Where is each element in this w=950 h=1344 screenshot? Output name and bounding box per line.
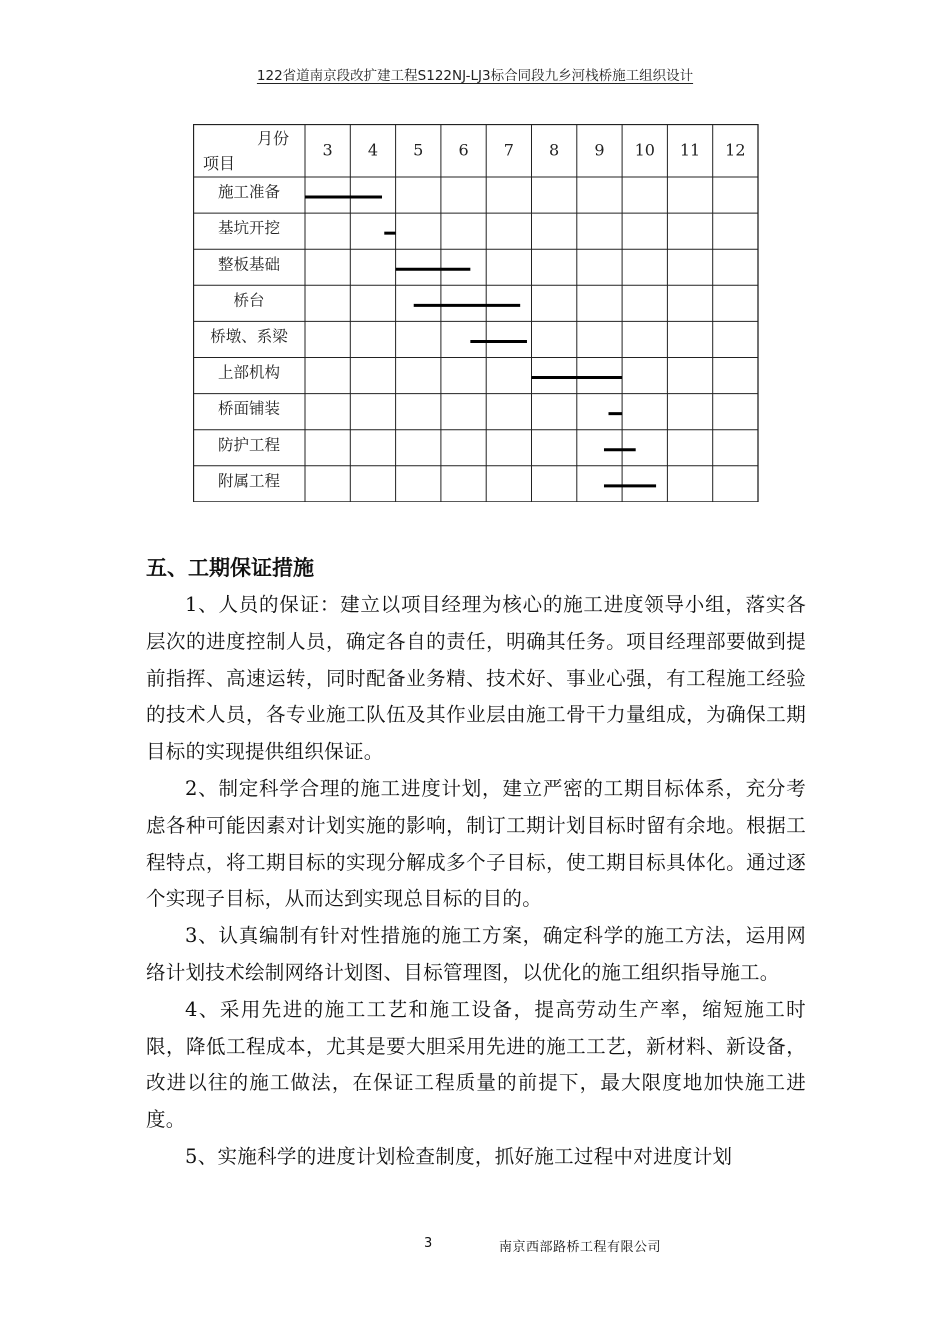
- paragraph-2: 2、制定科学合理的施工进度计划，建立严密的工期目标体系，充分考虑各种可能因素对计划实施的影响，制订工期计划目标时留有余地。根据工程特点，将工期目标的实现分解成多个子目标，使工期目标具体化。通过逐个实现子目标，从而达到实现总目标的目的。: [146, 776, 806, 911]
- month-label: 7: [503, 140, 514, 160]
- task-label: 上部机构: [217, 363, 281, 382]
- task-label: 整板基础: [217, 255, 281, 274]
- paragraph-3: 3、认真编制有针对性措施的施工方案，确定科学的施工方法，运用网络计划技术绘制网络计划图、目标管理图，以优化的施工组织指导施工。: [146, 924, 806, 984]
- header-title: 122省道南京段改扩建工程S122NJ-LJ3标合同段九乡河栈桥施工组织设计: [256, 68, 694, 84]
- section-title: 五、工期保证措施: [146, 556, 314, 580]
- month-label: 6: [458, 140, 469, 160]
- gantt-chart: [193, 124, 759, 502]
- month-label: 9: [594, 140, 605, 160]
- month-label: 8: [549, 140, 560, 160]
- month-label: 10: [634, 140, 655, 160]
- corner-label-month: 月份: [257, 129, 290, 148]
- task-label: 附属工程: [217, 471, 281, 490]
- task-label: 防护工程: [217, 435, 281, 454]
- month-label: 12: [725, 140, 746, 160]
- paragraph-1: 1、人员的保证：建立以项目经理为核心的施工进度领导小组，落实各层次的进度控制人员，确定各自的责任，明确其任务。项目经理部要做到提前指挥、高速运转，同时配备业务精、技术好、事业心强，有工程施工经验的技术人员，各专业施工队伍及其作业层由施工骨干力量组成，为确保工期目标的实现提供组织保证。: [146, 593, 806, 764]
- task-label: 施工准备: [217, 183, 281, 202]
- month-label: 4: [367, 140, 379, 160]
- task-label: 桥面铺装: [217, 399, 281, 418]
- month-label: 11: [679, 140, 701, 160]
- task-label: 基坑开挖: [217, 219, 281, 238]
- page-number: 3: [424, 1236, 433, 1251]
- task-label: 桥台: [233, 291, 265, 310]
- corner-label-item: 项目: [203, 154, 236, 173]
- task-label: 桥墩、系梁: [210, 327, 288, 346]
- month-label: 3: [322, 140, 333, 160]
- paragraph-5: 5、实施科学的进度计划检查制度，抓好施工过程中对进度计划: [185, 1144, 733, 1168]
- month-label: 5: [413, 140, 424, 160]
- section-body: [146, 587, 806, 1176]
- document-header: [0, 64, 950, 84]
- footer-company: 南京西部路桥工程有限公司: [499, 1240, 662, 1255]
- gantt-svg: [193, 124, 759, 502]
- paragraph-4: 4、采用先进的施工工艺和施工设备，提高劳动生产率，缩短施工时限，降低工程成本，尤其是要大胆采用先进的施工工艺，新材料、新设备，改进以往的施工做法，在保证工程质量的前提下，最大限度地加快施工进度。: [146, 997, 806, 1132]
